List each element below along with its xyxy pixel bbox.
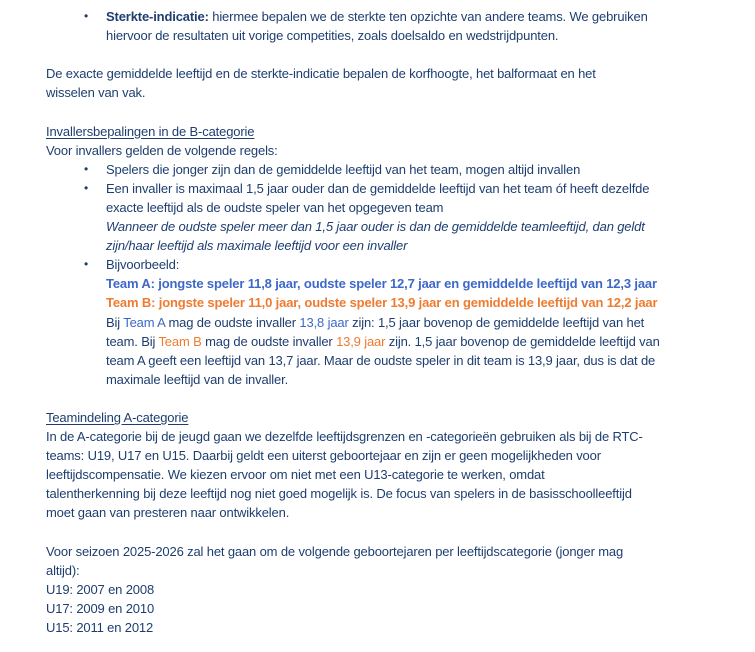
- text-line: [106, 332, 715, 351]
- text-segment: team. Bij: [106, 333, 159, 349]
- paragraph-spacer: [46, 102, 715, 121]
- text-line: [46, 503, 715, 522]
- paragraph: [46, 427, 715, 522]
- text-segment: altijd):: [46, 562, 80, 578]
- text-segment: Wanneer de oudste speler meer dan 1,5 jaar ouder is dan de gemiddelde teamleeftijd, dan geldt: [106, 219, 645, 235]
- text-line: [46, 122, 715, 141]
- paragraph-spacer: [46, 45, 715, 64]
- text-segment: teams: U19, U17 en U15. Daarbij geldt een uiterst geboortejaar en zijn er geen mogelijkheden voor: [46, 448, 601, 464]
- text-line: [106, 370, 715, 389]
- text-segment: moet gaan van presteren naar ontwikkelen.: [46, 505, 290, 521]
- text-line: [46, 542, 715, 561]
- text-segment: 13,8 jaar: [299, 314, 349, 330]
- text-segment: mag de oudste invaller: [201, 333, 337, 349]
- section: [46, 408, 715, 427]
- bullet-icon: •: [84, 257, 89, 272]
- text-line: [46, 83, 715, 102]
- bullet-icon: •: [84, 180, 89, 195]
- text-segment: zijn. 1,5 jaar bovenop de gemiddelde leeftijd van: [385, 333, 660, 349]
- paragraph: [46, 542, 715, 637]
- paragraph-spacer: [46, 523, 715, 542]
- text-line: [106, 236, 715, 255]
- text-segment: U15: 2011 en 2012: [46, 620, 154, 635]
- text-segment: leeftijdscompensatie. We kiezen ervoor om niet met een U13-categorie te werken, omdat: [46, 467, 545, 483]
- section: [46, 122, 715, 141]
- text-segment: U17: 2009 en 2010: [46, 600, 155, 616]
- text-segment: Sterkte-indicatie:: [106, 9, 209, 24]
- text-segment: Team A: jongste speler 11,8 jaar, oudste speler 12,7 jaar en gemiddelde leeftijd van 12,3 jaar: [106, 276, 657, 292]
- text-segment: hiervoor de resultaten uit vorige competities, zoals doelsaldo en wedstrijdpunten.: [106, 28, 559, 44]
- text-line: [84, 179, 715, 198]
- text-line: [46, 427, 715, 446]
- text-line: [84, 7, 715, 26]
- text-line: [106, 351, 715, 370]
- text-segment: mag de oudste invaller: [164, 314, 300, 330]
- text-line: [106, 313, 715, 332]
- text-line: [46, 618, 715, 637]
- text-segment: exacte leeftijd als de oudste speler van het opgegeven team: [106, 199, 444, 215]
- text-segment: Voor invallers gelden de volgende regels:: [46, 142, 278, 158]
- text-segment: 13,9 jaar: [336, 333, 386, 349]
- section-heading: Teamindeling A-categorie: [46, 409, 189, 425]
- text-segment: wisselen van vak.: [46, 85, 146, 101]
- text-segment: Een invaller is maximaal 1,5 jaar ouder dan de gemiddelde leeftijd van het team óf heeft dezelfde: [106, 180, 650, 196]
- text-segment: Voor seizoen 2025-2026 zal het gaan om de volgende geboortejaren per leeftijdscategorie (jonger mag: [46, 543, 624, 559]
- text-segment: team A geeft een leeftijd van 13,7 jaar. Maar de oudste speler in dit team is 13,9 jaar, dus is dat de: [106, 352, 656, 368]
- text-line: [46, 580, 715, 599]
- text-line: [46, 64, 715, 83]
- text-segment: zijn: 1,5 jaar bovenop de gemiddelde leeftijd van het: [348, 314, 645, 330]
- text-segment: maximale leeftijd van de invaller.: [106, 371, 289, 387]
- document-body: [46, 7, 715, 637]
- text-line: [106, 274, 715, 293]
- text-line: [46, 465, 715, 484]
- text-segment: Spelers die jonger zijn dan de gemiddelde leeftijd van het team, mogen altijd invallen: [106, 161, 581, 177]
- text-line: [46, 484, 715, 503]
- text-line: [46, 599, 715, 618]
- text-line: [46, 561, 715, 580]
- text-line: [106, 293, 715, 312]
- text-line: [46, 141, 715, 160]
- text-segment: In de A-categorie bij de jeugd gaan we dezelfde leeftijdsgrenzen en -categorieën gebruiken als bij de RTC-: [46, 429, 643, 445]
- bullet-item: [46, 160, 715, 179]
- text-line: [106, 217, 715, 236]
- text-segment: zijn/haar leeftijd als maximale leeftijd voor een invaller: [106, 238, 408, 254]
- bullet-icon: •: [84, 161, 89, 176]
- section-heading: Invallersbepalingen in de B-categorie: [46, 123, 255, 139]
- text-line: [106, 26, 715, 45]
- text-line: [46, 446, 715, 465]
- bullet-icon: •: [84, 9, 89, 23]
- text-line: [84, 255, 715, 274]
- text-segment: Team B: [158, 333, 202, 349]
- bullet-item: [46, 7, 715, 45]
- text-segment: Bij: [106, 314, 124, 330]
- text-segment: hiermee bepalen we de sterkte ten opzichte van andere teams. We gebruiken: [208, 9, 648, 24]
- text-segment: U19: 2007 en 2008: [46, 581, 155, 597]
- text-segment: Team A: [123, 314, 165, 330]
- paragraph: [46, 141, 715, 160]
- text-segment: Team B: jongste speler 11,0 jaar, oudste speler 13,9 jaar en gemiddelde leeftijd van 12,2 jaar: [106, 295, 658, 311]
- text-segment: talentherkenning bij deze leeftijd nog niet goed mogelijk is. De focus van spelers in de basisschoolleeftijd: [46, 486, 632, 502]
- text-line: [84, 160, 715, 179]
- bullet-item: [46, 179, 715, 255]
- paragraph-spacer: [46, 389, 715, 408]
- text-line: [46, 408, 715, 427]
- paragraph: [46, 64, 715, 102]
- text-segment: Bijvoorbeeld:: [106, 257, 180, 273]
- text-segment: De exacte gemiddelde leeftijd en de sterkte-indicatie bepalen de korfhoogte, het balformaat en het: [46, 66, 596, 82]
- text-line: [106, 198, 715, 217]
- bullet-item: [46, 255, 715, 389]
